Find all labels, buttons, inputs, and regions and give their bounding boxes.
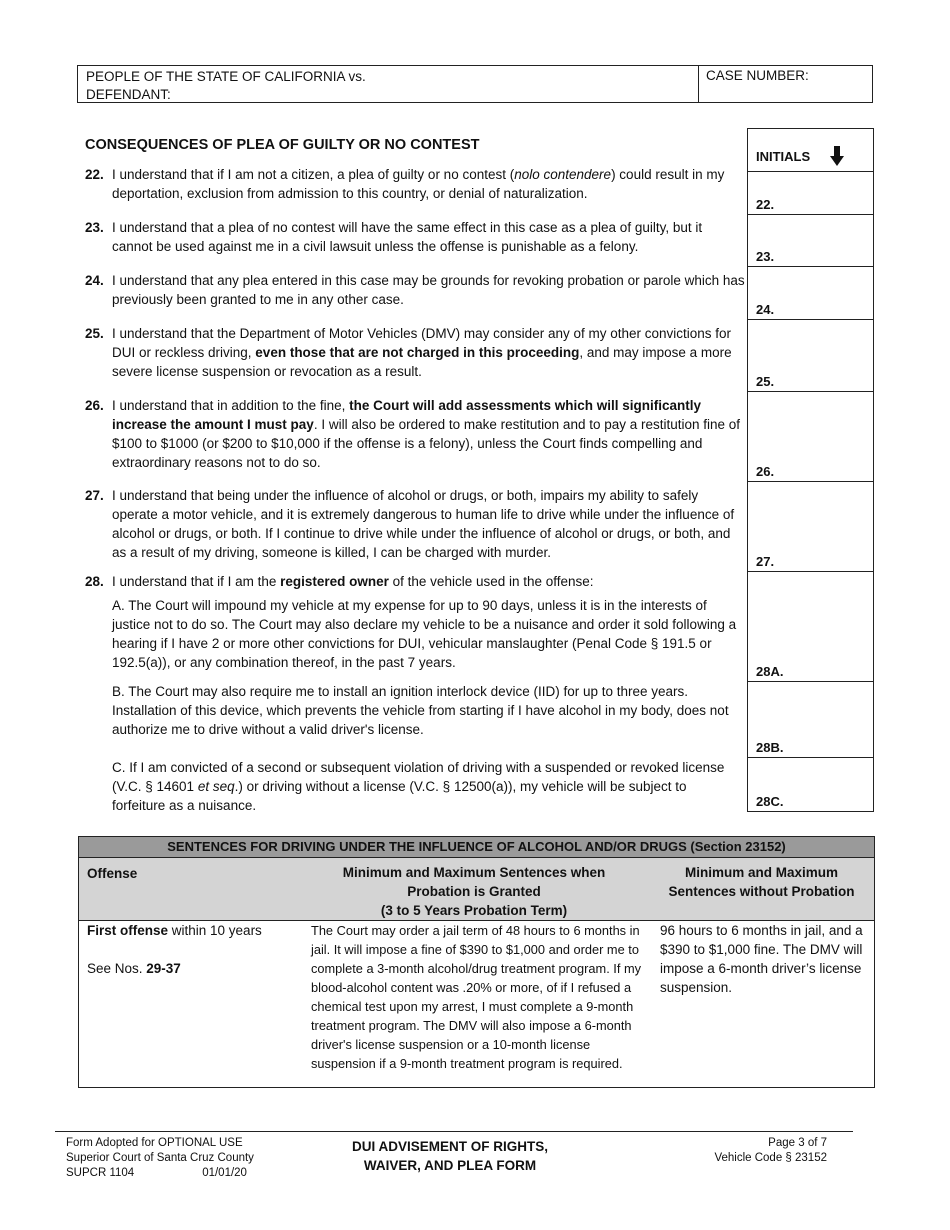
item-text-part: I understand that if I am not a citizen, a plea of guilty or no contest ( (112, 167, 515, 182)
initials-label: 24. (756, 302, 775, 317)
header-line: Minimum and Maximum (684, 865, 838, 880)
header-line: (3 to 5 Years Probation Term) (380, 903, 568, 918)
initials-box-28a[interactable] (748, 572, 873, 682)
item-number: 28. (85, 574, 104, 589)
table-header-row (79, 858, 874, 921)
initials-box-22[interactable] (748, 172, 873, 215)
item-text-part: I understand that if I am the (112, 574, 281, 589)
col-offense-header: Offense (87, 866, 138, 881)
item-text: I understand that any plea entered in this case may be grounds for revoking probation or parole which has previously been granted to me in any other case. (112, 273, 745, 307)
initials-label: 27. (756, 554, 775, 569)
footer-line: Superior Court of Santa Cruz County (66, 1152, 254, 1164)
defendant-label: DEFENDANT: (86, 87, 171, 102)
probation-cell: The Court may order a jail term of 48 hours to 6 months in jail. It will impose a fine of $390 to $1,000 and order me to complete a 3-month alcohol/drug treatment program. If my blood-alcohol content was .20% or more, of if I refused a chemical test upon my arrest, I must complete a 9-month treatment program. The DMV will also impose a 6-month driver's license suspension or a 10-month license suspension if a 9-month treatment program is required. (311, 923, 642, 1071)
item-number: 27. (85, 488, 104, 503)
page-number: Page 3 of 7 (768, 1137, 827, 1149)
item-text-part: I understand that the Department of Motor Vehicles (DMV) may consider any of my other convictions for DUI or reckless driving, (112, 326, 732, 360)
item-28a: A. The Court will impound my vehicle at my expense for up to 90 days, unless it is in the interests of justice not to do so. The Court may also declare my vehicle to be a nuisance and order it sold following a hearing if I have 2 or more other convictions for DUI, vehicular manslaughter (Penal Code § 191.5 or 192.5(a)), or any combination thereof, in the past 7 years. (112, 598, 737, 670)
item-text (112, 396, 745, 472)
col-probation-header (309, 863, 639, 920)
item-28c (112, 758, 742, 815)
initials-box-27[interactable] (748, 482, 873, 572)
form-date: 01/01/20 (202, 1167, 247, 1179)
footer-title-line: WAIVER, AND PLEA FORM (363, 1158, 537, 1173)
item-text: I understand that a plea of no contest will have the same effect in this case as a plea of guilty, but it cannot be used against me in a civil lawsuit unless the offense is punishable as a felony. (112, 220, 703, 254)
footer-rule (55, 1131, 853, 1132)
initials-box-25[interactable] (748, 320, 873, 392)
initials-label: 26. (756, 464, 775, 479)
see-label: See Nos. (87, 961, 147, 976)
item-number: 24. (85, 273, 104, 288)
item-text-part: ) could result in my deportation, exclusion from admission to this country, or denial of naturalization. (112, 167, 725, 201)
footer-line: Form Adopted for OPTIONAL USE (66, 1137, 243, 1149)
col-no-probation-header (654, 863, 869, 901)
item-text-bold: even those that are not charged in this proceeding (255, 345, 580, 360)
initials-box-23[interactable] (748, 215, 873, 267)
item-text-part: I understand that in addition to the fine, (112, 398, 350, 413)
item-number: 22. (85, 167, 104, 182)
initials-box-28b[interactable] (748, 682, 873, 758)
initials-box-28c[interactable] (748, 758, 873, 811)
item-28b: B. The Court may also require me to install an ignition interlock device (IID) for up to three years. Installation of this device, which prevents the vehicle from starting if I have alcohol in my body, does not authorize me to drive without a valid driver's license. (112, 684, 729, 737)
header-divider (698, 66, 699, 102)
initials-label: 28A. (756, 664, 784, 679)
header-line: Probation is Granted (407, 884, 541, 899)
item-text-italic: et seq (197, 779, 235, 794)
sentences-table (78, 836, 875, 1088)
section-title: CONSEQUENCES OF PLEA OF GUILTY OR NO CONTEST (85, 137, 480, 153)
header-line: Sentences without Probation (668, 884, 855, 899)
item-text-part: of the vehicle used in the offense: (388, 574, 594, 589)
footer-form-line (66, 1166, 254, 1181)
item-text-italic: nolo contendere (514, 167, 612, 182)
initials-label: 28B. (756, 740, 784, 755)
see-nums: 29-37 (146, 961, 181, 976)
case-caption-block (86, 68, 366, 104)
footer-center (340, 1137, 560, 1175)
initials-label: 25. (756, 374, 775, 389)
item-text-part: .) or driving without a license (V.C. § 12500(a)), my vehicle will be subject to forfeiture as a nuisance. (112, 779, 687, 813)
initials-label: 28C. (756, 794, 784, 809)
initials-box-26[interactable] (748, 392, 873, 482)
footer-left (66, 1136, 254, 1181)
item-text-part: C. If I am convicted of a second or subsequent violation of driving with a suspended or revoked license (V.C. § 14601 (112, 760, 725, 794)
item-text (112, 165, 745, 203)
case-number-label: CASE NUMBER: (706, 68, 809, 83)
item-number: 23. (85, 220, 104, 235)
initials-header-label: INITIALS (756, 149, 811, 164)
table-caption: SENTENCES FOR DRIVING UNDER THE INFLUENCE OF ALCOHOL AND/OR DRUGS (Section 23152) (79, 837, 874, 858)
footer-right (660, 1136, 827, 1166)
item-number: 25. (85, 326, 104, 341)
case-caption: PEOPLE OF THE STATE OF CALIFORNIA vs. (86, 69, 366, 84)
item-text (112, 324, 745, 381)
initials-label: 23. (756, 249, 775, 264)
item-text-part: , and may impose a more severe license suspension or revocation as a result. (112, 345, 732, 379)
initials-header (748, 129, 873, 172)
item-text-part: . I will also be ordered to make restitution and to pay a restitution fine of $100 to $1000 (or $200 to $10,000 if the offense is a felony), unless the Court finds compelling and extraordinary reasons not to do so. (112, 417, 741, 470)
vehicle-code: Vehicle Code § 23152 (714, 1152, 827, 1164)
form-number: SUPCR 1104 (66, 1167, 135, 1179)
initials-label: 22. (756, 197, 775, 212)
offense-bold: First offense (87, 923, 169, 938)
case-header (77, 65, 873, 103)
item-text: I understand that being under the influence of alcohol or drugs, or both, impairs my ability to safely operate a motor vehicle, and it is extremely dangerous to human life to drive while under the influence of alcohol or drugs, or both. If I continue to drive while under the influence of alcohol or drugs, or both, and as a result of my driving, someone is killed, I can be charged with murder. (112, 488, 735, 560)
offense-rest: within 10 years (168, 923, 262, 938)
initials-column (747, 128, 874, 812)
header-line: Minimum and Maximum Sentences when (342, 865, 606, 880)
down-arrow-icon (830, 146, 844, 166)
offense-cell (87, 921, 262, 978)
footer-title-line: DUI ADVISEMENT OF RIGHTS, (351, 1139, 548, 1154)
no-probation-cell: 96 hours to 6 months in jail, and a $390 to $1,000 fine. The DMV will impose a 6-month driver’s license suspension. (660, 923, 863, 995)
item-text (112, 572, 745, 591)
initials-box-24[interactable] (748, 267, 873, 320)
item-text-bold: registered owner (280, 574, 389, 589)
item-number: 26. (85, 398, 104, 413)
item-text-bold: the Court will add assessments which will significantly increase the amount I must pay (112, 398, 702, 432)
